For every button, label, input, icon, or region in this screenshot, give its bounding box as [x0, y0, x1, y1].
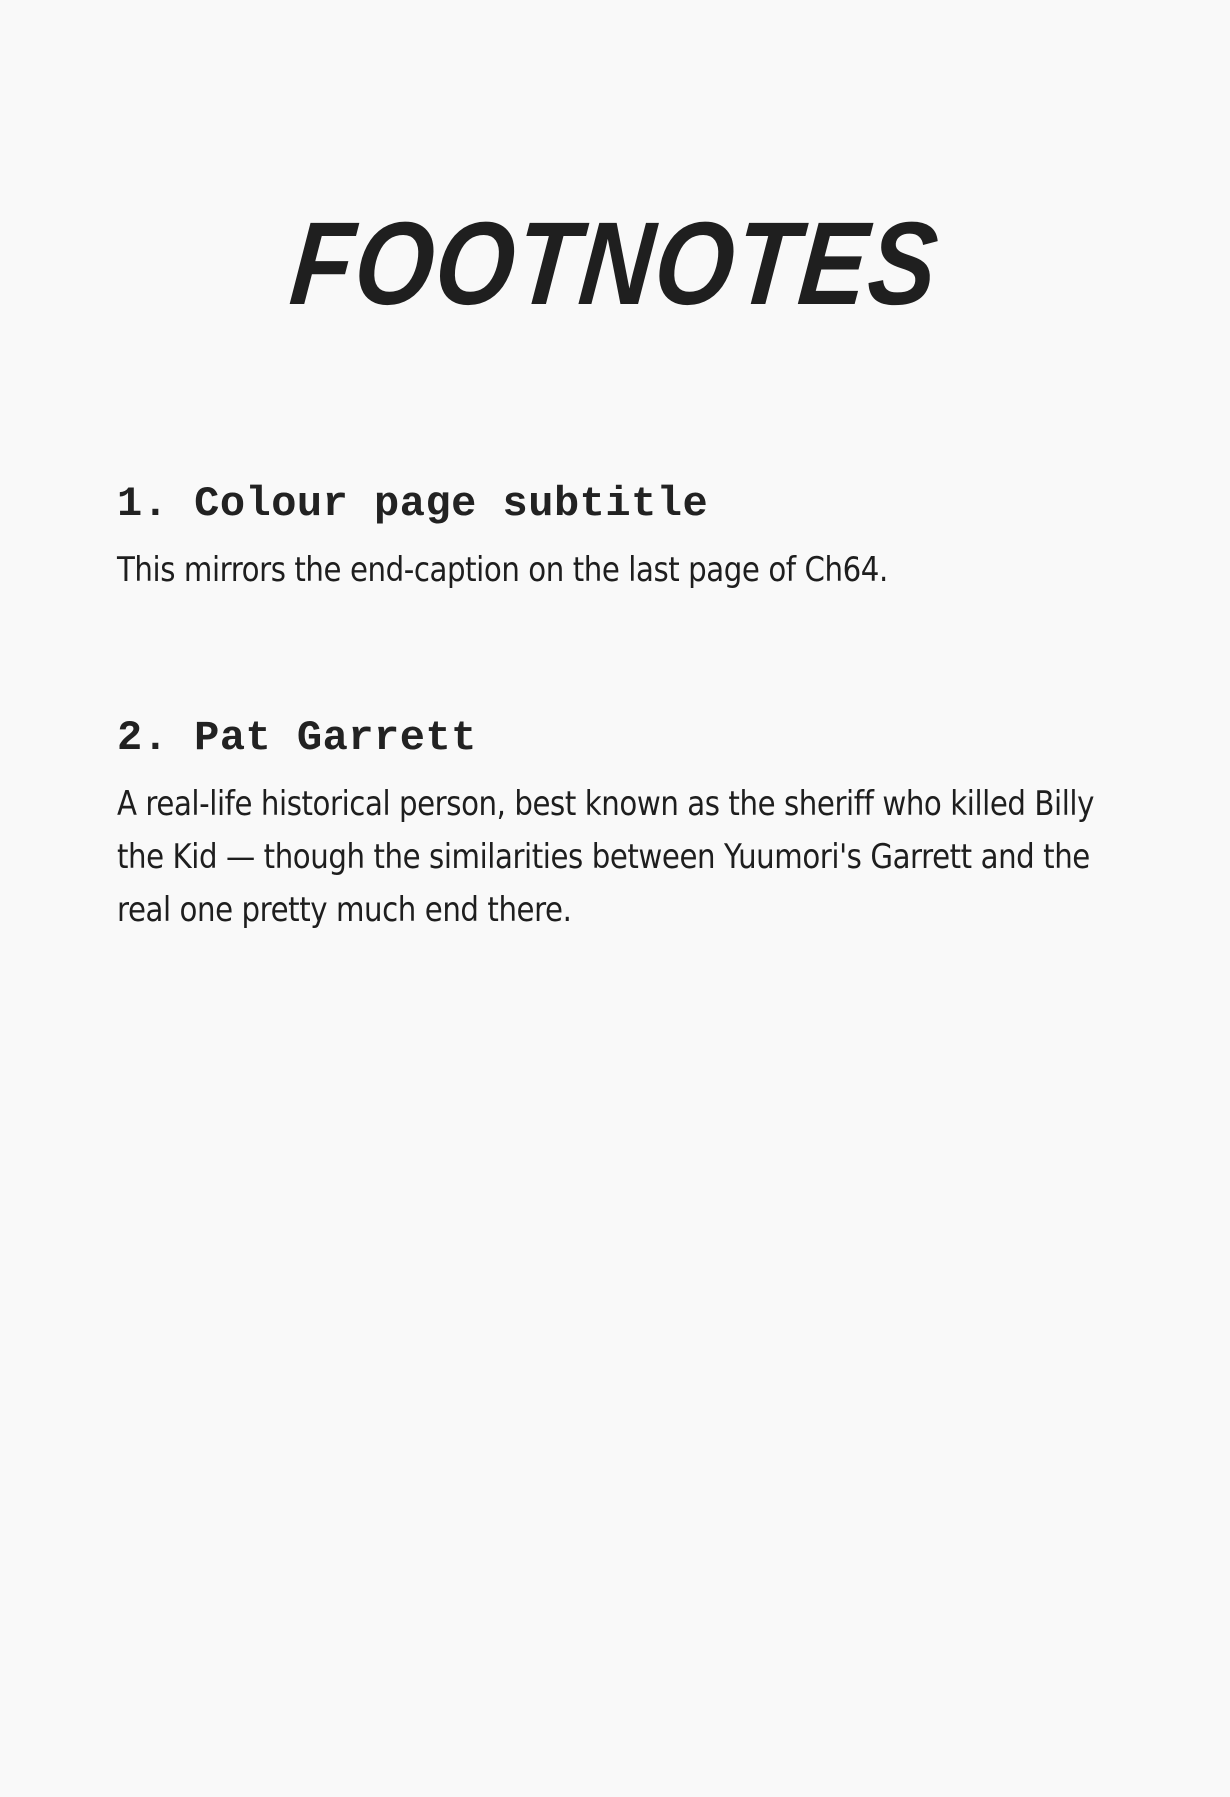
footnote-item: [117, 712, 1137, 937]
footnote-heading: 2. Pat Garrett: [117, 714, 477, 762]
footnote-body: A real-life historical person, best known as the sheriff who killed Billy the Kid — though the similarities between Yuumori's Garrett and the real one pretty much end there.: [117, 784, 1094, 930]
footnote-item: [117, 478, 1137, 597]
footnote-body: This mirrors the end-caption on the last page of Ch64.: [117, 550, 888, 590]
page-title: FOOTNOTES: [285, 198, 945, 330]
footnote-heading: 1. Colour page subtitle: [117, 480, 709, 528]
